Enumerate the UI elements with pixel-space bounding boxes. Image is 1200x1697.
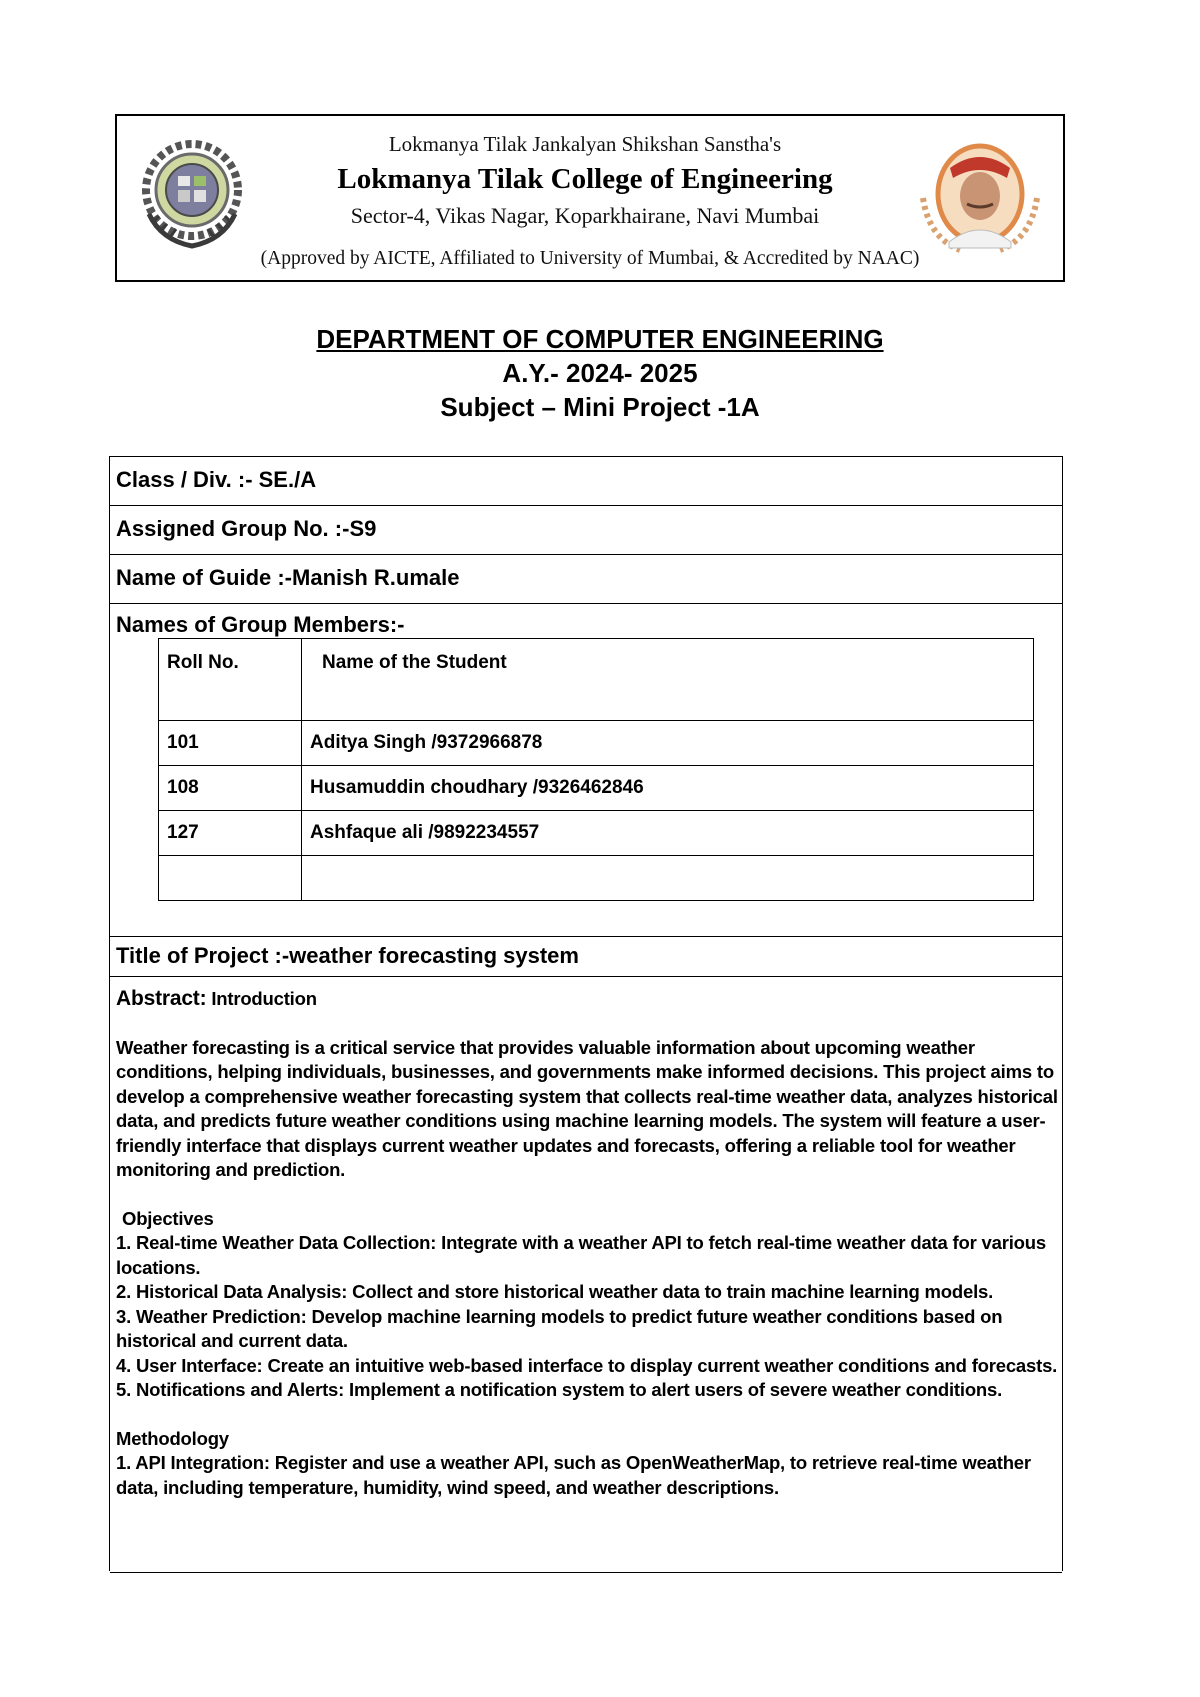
abstract-intro: Weather forecasting is a critical service that provides valuable information about upcoming weather conditions, helping individuals, businesses, and governments make informed decisions. This project aims to develop a comprehensive weather forecasting system that collects real-time weather data, analyzes historical data, and predicts future weather conditions using machine learning models. The system will feature a user-friendly interface that displays current weather updates and forecasts, offering a reliable tool for weather monitoring and prediction. — [116, 1036, 1058, 1180]
approval-line: (Approved by AICTE, Affiliated to University of Mumbai, & Accredited by NAAC) — [260, 248, 920, 269]
students-table — [158, 638, 1034, 901]
table-row — [159, 721, 1034, 766]
table-row — [159, 766, 1034, 811]
society-name: Lokmanya Tilak Jankalyan Shikshan Sanstha's — [388, 132, 782, 156]
name-cell: Husamuddin choudhary /9326462846 — [302, 766, 1034, 811]
letterhead — [115, 114, 1065, 282]
group-members-row — [110, 604, 1062, 937]
class-div-row: Class / Div. :- SE./A — [110, 457, 1062, 506]
roll-cell — [159, 856, 302, 901]
methodology-item: 1. API Integration: Register and use a weather API, such as OpenWeatherMap, to retrieve real-time weather data, including temperature, humidity, wind speed, and weather descriptions. — [116, 1452, 1031, 1498]
academic-year: A.Y.- 2024- 2025 — [502, 358, 698, 388]
name-cell: Ashfaque ali /9892234557 — [302, 811, 1034, 856]
methodology-heading: Methodology — [116, 1427, 229, 1449]
subject-line: Subject – Mini Project -1A — [440, 392, 760, 422]
table-row — [159, 811, 1034, 856]
name-header: Name of the Student — [302, 639, 1034, 721]
objective-item: 5. Notifications and Alerts: Implement a notification system to alert users of severe weather conditions. — [116, 1379, 1003, 1400]
name-cell: Aditya Singh /9372966878 — [302, 721, 1034, 766]
letterhead-text — [257, 116, 913, 229]
group-number-row: Assigned Group No. :-S9 — [110, 506, 1062, 555]
roll-cell: 127 — [159, 811, 302, 856]
abstract-body — [116, 987, 1058, 1500]
objective-item: 3. Weather Prediction: Develop machine learning models to predict future weather conditions based on historical and current data. — [116, 1305, 1003, 1351]
college-name: Lokmanya Tilak College of Engineering — [337, 163, 833, 195]
department-heading — [0, 322, 1200, 424]
objective-item: 4. User Interface: Create an intuitive web-based interface to display current weather conditions and forecasts. — [116, 1354, 1058, 1376]
objective-item: 2. Historical Data Analysis: Collect and store historical weather data to train machine learning models. — [116, 1281, 994, 1302]
project-info-table — [109, 456, 1063, 1571]
roll-header: Roll No. — [159, 639, 302, 721]
abstract-heading: Introduction — [206, 988, 317, 1009]
founder-portrait-icon — [915, 138, 1045, 260]
abstract-label: Abstract: — [116, 987, 207, 1010]
roll-cell: 101 — [159, 721, 302, 766]
project-title-row: Title of Project :-weather forecasting system — [110, 937, 1062, 977]
abstract-row — [110, 977, 1062, 1573]
college-address: Sector-4, Vikas Nagar, Koparkhairane, Navi Mumbai — [350, 203, 820, 228]
guide-row: Name of Guide :-Manish R.umale — [110, 555, 1062, 604]
name-cell — [302, 856, 1034, 901]
members-title: Names of Group Members:- — [116, 612, 405, 637]
table-row — [159, 856, 1034, 901]
college-emblem-icon — [131, 136, 253, 258]
students-header-row — [159, 639, 1034, 721]
department-name: DEPARTMENT OF COMPUTER ENGINEERING — [316, 324, 884, 354]
roll-cell: 108 — [159, 766, 302, 811]
objectives-heading: Objectives — [122, 1207, 214, 1229]
objective-item: 1. Real-time Weather Data Collection: Integrate with a weather API to fetch real-time weather data for various locations. — [116, 1232, 1046, 1278]
